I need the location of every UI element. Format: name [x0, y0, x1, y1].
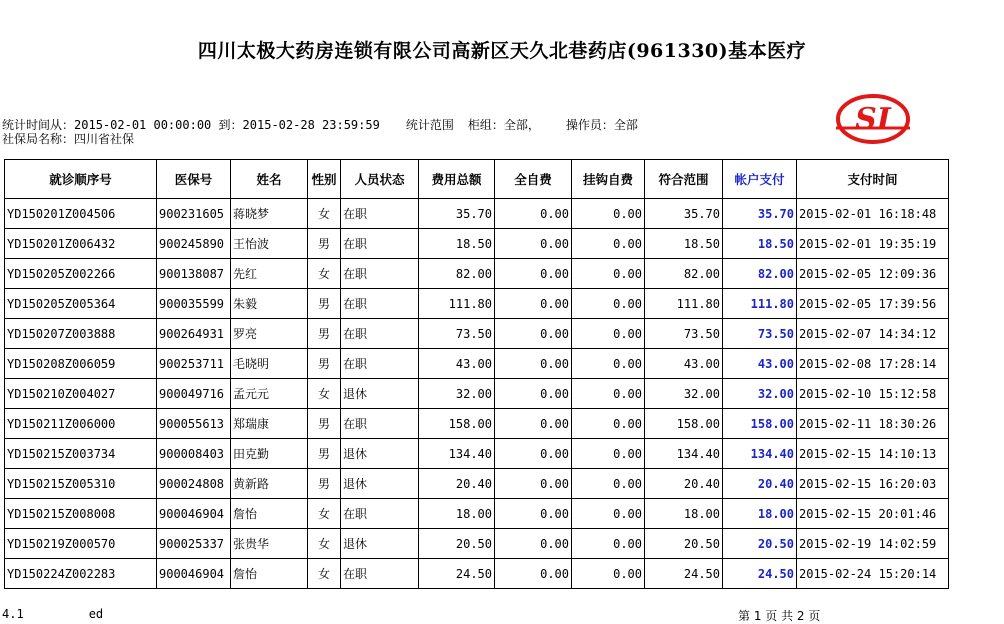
cell-linked-self: 0.00: [572, 559, 645, 589]
table-header-row: [5, 160, 949, 199]
header-seq: 就诊顺序号: [5, 160, 157, 199]
cell-total: 111.80: [419, 289, 495, 319]
cell-in-scope: 134.40: [645, 439, 723, 469]
header-name: 姓名: [231, 160, 308, 199]
cell-linked-self: 0.00: [572, 439, 645, 469]
cell-seq: YD150208Z006059: [5, 349, 157, 379]
cell-self-pay: 0.00: [495, 289, 572, 319]
header-account-pay: 帐户支付: [723, 160, 797, 199]
cell-account-pay: 134.40: [723, 439, 797, 469]
cell-status: 在职: [341, 349, 419, 379]
scope-label: 统计范围: [405, 118, 454, 132]
cell-seq: YD150211Z006000: [5, 409, 157, 439]
cell-sex: 男: [308, 439, 341, 469]
cell-name: 詹怡: [231, 559, 308, 589]
cell-pay-time: 2015-02-08 17:28:14: [797, 349, 949, 379]
cell-total: 43.00: [419, 349, 495, 379]
table-row: [5, 469, 949, 499]
cell-ins-no: 900138087: [157, 259, 231, 289]
cell-seq: YD150201Z004506: [5, 199, 157, 229]
cell-seq: YD150207Z003888: [5, 319, 157, 349]
header-status: 人员状态: [341, 160, 419, 199]
cell-self-pay: 0.00: [495, 229, 572, 259]
cell-in-scope: 18.00: [645, 499, 723, 529]
cell-name: 黄新路: [231, 469, 308, 499]
cell-pay-time: 2015-02-05 17:39:56: [797, 289, 949, 319]
report-meta-period: [2, 118, 638, 132]
cell-self-pay: 0.00: [495, 529, 572, 559]
cell-status: 在职: [341, 499, 419, 529]
cell-account-pay: 73.50: [723, 319, 797, 349]
cell-status: 在职: [341, 319, 419, 349]
cell-account-pay: 24.50: [723, 559, 797, 589]
cell-name: 毛晓明: [231, 349, 308, 379]
cell-linked-self: 0.00: [572, 379, 645, 409]
cell-linked-self: 0.00: [572, 259, 645, 289]
cell-ins-no: 900008403: [157, 439, 231, 469]
header-in-scope: 符合范围: [645, 160, 723, 199]
cell-in-scope: 43.00: [645, 349, 723, 379]
cell-ins-no: 900231605: [157, 199, 231, 229]
pager-text: 第 1 页 共 2 页: [738, 609, 821, 623]
cell-in-scope: 73.50: [645, 319, 723, 349]
cell-total: 158.00: [419, 409, 495, 439]
cell-status: 在职: [341, 289, 419, 319]
table-row: [5, 559, 949, 589]
cell-status: 在职: [341, 559, 419, 589]
cell-self-pay: 0.00: [495, 259, 572, 289]
cell-ins-no: 900253711: [157, 349, 231, 379]
medical-claims-table: [4, 159, 949, 589]
cell-total: 18.00: [419, 499, 495, 529]
cell-seq: YD150215Z005310: [5, 469, 157, 499]
cell-self-pay: 0.00: [495, 349, 572, 379]
cell-linked-self: 0.00: [572, 499, 645, 529]
table-row: [5, 259, 949, 289]
table-row: [5, 289, 949, 319]
cell-self-pay: 0.00: [495, 439, 572, 469]
cell-in-scope: 24.50: [645, 559, 723, 589]
cell-status: 退休: [341, 439, 419, 469]
footer-strip: [0, 605, 1004, 623]
cell-status: 在职: [341, 199, 419, 229]
cell-name: 蒋晓梦: [231, 199, 308, 229]
table-row: [5, 229, 949, 259]
cell-linked-self: 0.00: [572, 199, 645, 229]
table-row: [5, 379, 949, 409]
table-row: [5, 319, 949, 349]
cell-linked-self: 0.00: [572, 349, 645, 379]
cell-linked-self: 0.00: [572, 409, 645, 439]
report-meta-agency: [2, 132, 134, 146]
cell-name: 詹怡: [231, 499, 308, 529]
cell-in-scope: 32.00: [645, 379, 723, 409]
cell-seq: YD150210Z004027: [5, 379, 157, 409]
to-label: 到：: [218, 118, 243, 132]
cell-name: 朱毅: [231, 289, 308, 319]
cell-account-pay: 111.80: [723, 289, 797, 319]
cell-seq: YD150219Z000570: [5, 529, 157, 559]
footer-left-text: 4.1 ed: [2, 607, 104, 621]
cell-pay-time: 2015-02-19 14:02:59: [797, 529, 949, 559]
cell-ins-no: 900245890: [157, 229, 231, 259]
cell-seq: YD150201Z006432: [5, 229, 157, 259]
cell-total: 82.00: [419, 259, 495, 289]
cell-total: 134.40: [419, 439, 495, 469]
cell-in-scope: 82.00: [645, 259, 723, 289]
cell-ins-no: 900046904: [157, 559, 231, 589]
cell-in-scope: 20.40: [645, 469, 723, 499]
cell-pay-time: 2015-02-10 15:12:58: [797, 379, 949, 409]
cell-sex: 男: [308, 409, 341, 439]
report-title: 四川太极大药房连锁有限公司高新区天久北巷药店(961330)基本医疗: [197, 40, 807, 62]
table-body: [5, 199, 949, 589]
cell-ins-no: 900049716: [157, 379, 231, 409]
si-logo: [834, 93, 912, 145]
cell-seq: YD150224Z002283: [5, 559, 157, 589]
cell-self-pay: 0.00: [495, 409, 572, 439]
table-row: [5, 499, 949, 529]
table-row: [5, 409, 949, 439]
cell-account-pay: 43.00: [723, 349, 797, 379]
cell-sex: 女: [308, 559, 341, 589]
cell-status: 在职: [341, 229, 419, 259]
cell-sex: 女: [308, 259, 341, 289]
cell-status: 在职: [341, 259, 419, 289]
cell-sex: 男: [308, 319, 341, 349]
cell-status: 退休: [341, 469, 419, 499]
cell-account-pay: 32.00: [723, 379, 797, 409]
cell-sex: 女: [308, 199, 341, 229]
header-sex: 性别: [308, 160, 341, 199]
cell-self-pay: 0.00: [495, 559, 572, 589]
cell-ins-no: 900035599: [157, 289, 231, 319]
table-row: [5, 529, 949, 559]
cell-account-pay: 18.00: [723, 499, 797, 529]
header-total: 费用总额: [419, 160, 495, 199]
cell-pay-time: 2015-02-15 16:20:03: [797, 469, 949, 499]
cell-linked-self: 0.00: [572, 529, 645, 559]
table-row: [5, 199, 949, 229]
cell-total: 18.50: [419, 229, 495, 259]
cell-pay-time: 2015-02-15 20:01:46: [797, 499, 949, 529]
cell-ins-no: 900046904: [157, 499, 231, 529]
cell-seq: YD150205Z005364: [5, 289, 157, 319]
cell-sex: 女: [308, 529, 341, 559]
cell-ins-no: 900025337: [157, 529, 231, 559]
cell-total: 20.40: [419, 469, 495, 499]
cell-pay-time: 2015-02-01 19:35:19: [797, 229, 949, 259]
cell-seq: YD150215Z003734: [5, 439, 157, 469]
cell-pay-time: 2015-02-11 18:30:26: [797, 409, 949, 439]
cell-ins-no: 900055613: [157, 409, 231, 439]
cell-name: 田克勤: [231, 439, 308, 469]
table-row: [5, 349, 949, 379]
cell-pay-time: 2015-02-24 15:20:14: [797, 559, 949, 589]
header-pay-time: 支付时间: [797, 160, 949, 199]
cell-name: 先红: [231, 259, 308, 289]
cell-account-pay: 35.70: [723, 199, 797, 229]
cell-pay-time: 2015-02-07 14:34:12: [797, 319, 949, 349]
cell-self-pay: 0.00: [495, 319, 572, 349]
cell-total: 20.50: [419, 529, 495, 559]
cell-pay-time: 2015-02-05 12:09:36: [797, 259, 949, 289]
cell-self-pay: 0.00: [495, 199, 572, 229]
cell-total: 73.50: [419, 319, 495, 349]
cell-in-scope: 18.50: [645, 229, 723, 259]
cell-ins-no: 900024808: [157, 469, 231, 499]
cell-name: 孟元元: [231, 379, 308, 409]
cell-sex: 男: [308, 349, 341, 379]
cell-self-pay: 0.00: [495, 469, 572, 499]
cell-sex: 男: [308, 289, 341, 319]
cell-seq: YD150215Z008008: [5, 499, 157, 529]
cell-account-pay: 18.50: [723, 229, 797, 259]
period-to: 2015-02-28 23:59:59: [242, 118, 380, 132]
cell-account-pay: 20.40: [723, 469, 797, 499]
cell-self-pay: 0.00: [495, 379, 572, 409]
header-linked-self: 挂钩自费: [572, 160, 645, 199]
cell-pay-time: 2015-02-01 16:18:48: [797, 199, 949, 229]
cell-status: 退休: [341, 529, 419, 559]
cell-sex: 女: [308, 499, 341, 529]
cell-self-pay: 0.00: [495, 499, 572, 529]
agency-name: 四川省社保: [74, 132, 135, 146]
cell-account-pay: 82.00: [723, 259, 797, 289]
cell-in-scope: 111.80: [645, 289, 723, 319]
cell-account-pay: 20.50: [723, 529, 797, 559]
period-from: 2015-02-01 00:00:00: [74, 118, 212, 132]
header-self-pay: 全自费: [495, 160, 572, 199]
cell-status: 退休: [341, 379, 419, 409]
cell-total: 24.50: [419, 559, 495, 589]
cell-seq: YD150205Z002266: [5, 259, 157, 289]
cell-in-scope: 20.50: [645, 529, 723, 559]
cell-name: 张贵华: [231, 529, 308, 559]
cell-name: 罗亮: [231, 319, 308, 349]
counter-group: 柜组：全部，: [467, 118, 540, 132]
cell-linked-self: 0.00: [572, 319, 645, 349]
cell-linked-self: 0.00: [572, 469, 645, 499]
cell-total: 35.70: [419, 199, 495, 229]
cell-account-pay: 158.00: [723, 409, 797, 439]
cell-sex: 女: [308, 379, 341, 409]
cell-name: 王怡波: [231, 229, 308, 259]
cell-in-scope: 158.00: [645, 409, 723, 439]
logo-text: SI: [855, 102, 891, 137]
period-label: 统计时间从：: [2, 118, 75, 132]
header-ins-no: 医保号: [157, 160, 231, 199]
agency-label: 社保局名称：: [2, 132, 75, 146]
cell-status: 在职: [341, 409, 419, 439]
cell-ins-no: 900264931: [157, 319, 231, 349]
cell-sex: 男: [308, 469, 341, 499]
cell-pay-time: 2015-02-15 14:10:13: [797, 439, 949, 469]
table-row: [5, 439, 949, 469]
cell-linked-self: 0.00: [572, 289, 645, 319]
cell-in-scope: 35.70: [645, 199, 723, 229]
operator: 操作员：全部: [565, 118, 638, 132]
cell-total: 32.00: [419, 379, 495, 409]
cell-sex: 男: [308, 229, 341, 259]
cell-linked-self: 0.00: [572, 229, 645, 259]
cell-name: 郑瑞康: [231, 409, 308, 439]
